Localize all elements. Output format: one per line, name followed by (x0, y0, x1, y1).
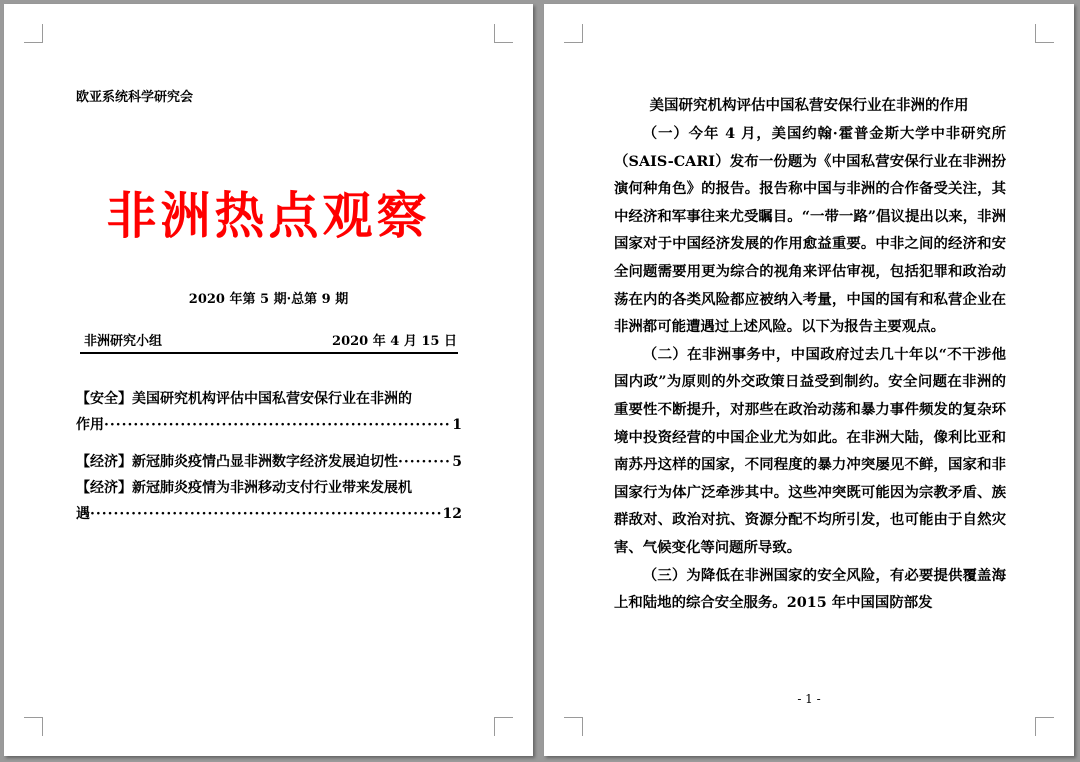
crop-mark (1035, 717, 1054, 736)
issue-date: 2020 年 4 月 15 日 (332, 334, 457, 349)
toc-page-number: 1 (452, 417, 462, 433)
header-divider (80, 352, 458, 354)
crop-mark (24, 24, 43, 43)
toc-leader (398, 449, 450, 475)
article-paragraph: （一）今年 4 月，美国约翰·霍普金斯大学中非研究所（SAIS-CARI）发布一份题为《中国私营安保行业在非洲扮演何种角色》的报告。报告称中国与非洲的合作备受关注，其中经济和军事往来尤受瞩目。“一带一路”倡议提出以来，非洲国家对于中国经济发展的作用愈益重要。中非之间的经济和安全问题需要用更为综合的视角来评估审视，包括犯罪和政治动荡在内的各类风险都应被纳入考量，中国的国有和私营企业在非洲都可能遭遇过上述风险。以下为报告主要观点。 (614, 125, 1006, 336)
group-name: 非洲研究小组 (84, 334, 163, 349)
page-left (4, 4, 533, 756)
toc-page-number: 5 (452, 454, 462, 470)
publisher-org: 欧亚系统科学研究会 (76, 90, 194, 105)
crop-mark (564, 717, 583, 736)
crop-mark (24, 717, 43, 736)
article-paragraph: （二）在非洲事务中，中国政府过去几十年以“不干涉他国内政”为原则的外交政策日益受到制约。安全问题在非洲的重要性不断提升，对那些在政治动荡和暴力事件频发的复杂环境中投资经营的中国企业尤为如此。在非洲大陆，像利比亚和南苏丹这样的国家，不同程度的暴力冲突屡见不鲜，国家和非国家行为体广泛牵涉其中。这些冲突既可能因为宗教矛盾、族群敌对、政治对抗、资源分配不均所引发，也可能由于自然灾害、气候变化等问题所导致。 (614, 345, 1006, 556)
toc-entry-title: 【经济】新冠肺炎疫情凸显非洲数字经济发展迫切性 (76, 454, 398, 470)
toc-leader (90, 501, 441, 527)
toc-entry[interactable] (76, 475, 462, 527)
toc-entry-title-cont: 遇 (76, 506, 90, 522)
crop-mark (494, 717, 513, 736)
article-title: 美国研究机构评估中国私营安保行业在非洲的作用 (649, 97, 969, 114)
crop-mark (494, 24, 513, 43)
toc-entry-title: 【安全】美国研究机构评估中国私营安保行业在非洲的 (76, 391, 412, 407)
masthead-title: 非洲热点观察 (106, 186, 431, 245)
article-paragraph: （三）为降低在非洲国家的安全风险，有必要提供覆盖海上和陆地的综合安全服务。2015 年中国国防部发 (614, 566, 1006, 612)
article-body (614, 120, 1006, 617)
toc-entry-title: 【经济】新冠肺炎疫情为非洲移动支付行业带来发展机 (76, 480, 412, 496)
toc-entry[interactable] (76, 449, 462, 475)
toc-page-number: 12 (442, 506, 462, 522)
toc-entry-title-cont: 作用 (76, 417, 104, 433)
issue-number: 2020 年第 5 期·总第 9 期 (188, 292, 349, 307)
crop-mark (1035, 24, 1054, 43)
toc-leader (104, 412, 450, 438)
page-right (544, 4, 1074, 756)
toc-entry[interactable] (76, 386, 462, 438)
page-number: - 1 - (797, 692, 821, 706)
crop-mark (564, 24, 583, 43)
